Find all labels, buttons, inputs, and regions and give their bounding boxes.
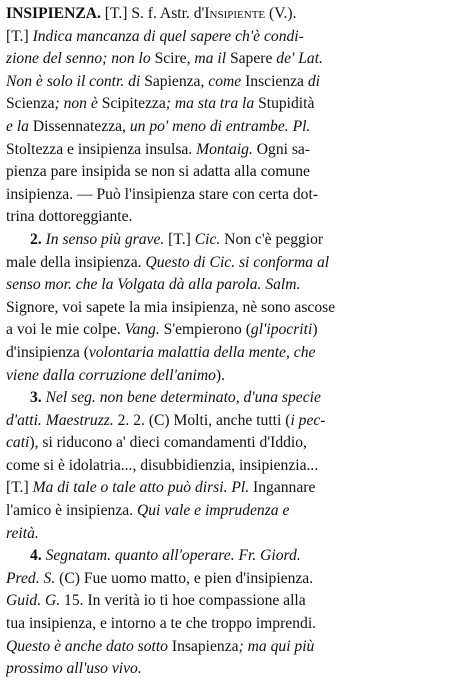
entry-text: Questo di Cic. si conforma al (145, 253, 330, 271)
entry-text: Ogni sa- (252, 140, 311, 158)
entry-text: Lat. (298, 50, 323, 68)
entry-text: Indica mancanza di quel sapere ch'è condi- (32, 27, 304, 45)
entry-text: come si è idolatria..., disubbidienzia, insipienzia... (6, 456, 319, 474)
entry-text: Cic. (194, 230, 221, 248)
entry-text: , un po' meno di entrambe. (122, 117, 293, 135)
entry-text: Signore, voi sapete la mia insipienza, nè sono ascose (6, 298, 336, 316)
entry-text: Pl. (292, 117, 311, 135)
entry-text: ; ma sta tra la (165, 95, 259, 113)
entry-text: d'insipienza ( (6, 343, 89, 361)
entry-text: prossimo all'uso vivo. (6, 660, 142, 678)
entry-text: Non c'è peggior (220, 230, 324, 248)
entry-line (6, 636, 467, 659)
entry-text: Scire (154, 50, 187, 68)
entry-text: Inscienza (245, 72, 304, 90)
entry-text: cati (6, 434, 30, 452)
entry-text: Qui vale e imprudenza e (136, 502, 290, 520)
entry-text: Non è solo il contr. di (6, 72, 145, 90)
entry-text: Stupidità (258, 95, 315, 113)
entry-text: Insapienza (171, 637, 239, 655)
entry-text: Montaig. (196, 140, 253, 158)
entry-line (6, 477, 467, 500)
entry-line (6, 161, 467, 184)
entry-line (6, 229, 467, 252)
entry-text: Nel seg. non bene determinato, d'una specie (45, 389, 321, 407)
entry-text: ; ma qui più (238, 637, 315, 655)
entry-text: Scipitezza (101, 95, 166, 113)
entry-text: Insipiente (204, 5, 266, 22)
entry-text: [T.] (6, 479, 33, 497)
entry-text: zione del senno; non lo (6, 50, 155, 68)
entry-text: INSIPIENZA. (6, 5, 101, 22)
entry-text: gl'ipocriti (250, 321, 313, 339)
entry-text: , come (200, 72, 246, 90)
entry-line (6, 184, 467, 207)
entry-line (6, 658, 467, 681)
entry-text: ). (215, 366, 226, 384)
entry-line (6, 523, 467, 546)
entry-line (6, 365, 467, 388)
entry-line (6, 206, 467, 229)
entry-line (6, 48, 467, 71)
entry-text: [T.] (6, 27, 33, 45)
entry-text: Guid. G. (6, 592, 61, 610)
entry-text: insipienza. — Può l'insipienza stare con certa dot- (6, 185, 318, 203)
entry-text: pienza pare insipida se non si adatta alla comune (6, 163, 310, 181)
entry-line (6, 252, 467, 275)
entry-text: ) (312, 321, 318, 339)
entry-line (6, 139, 467, 162)
entry-text: , ma il (186, 50, 230, 68)
entry-text: tua insipienza, e intorno a te che troppo imprendi. (6, 615, 317, 633)
entry-text: [T.] (164, 230, 195, 248)
entry-text: 3. (30, 389, 46, 407)
dictionary-entry-insipienza (6, 3, 467, 681)
entry-line (6, 93, 467, 116)
entry-text: e la (6, 117, 33, 135)
entry-line (6, 342, 467, 365)
entry-line (6, 590, 467, 613)
entry-text: de' (272, 50, 299, 68)
entry-line (6, 297, 467, 320)
entry-line (6, 116, 467, 139)
entry-line (6, 432, 467, 455)
entry-text: trina dottoreggiante. (6, 208, 133, 226)
entry-text: di (303, 72, 320, 90)
entry-text: a voi le mie colpe. (6, 321, 125, 339)
entry-text: d'atti. Maestruzz. (6, 411, 114, 429)
entry-text: viene dalla corruzione dell'animo (6, 366, 216, 384)
entry-line (6, 568, 467, 591)
entry-line (6, 71, 467, 94)
entry-text: 2. (30, 230, 46, 248)
entry-text: volontaria malattia della mente, che (88, 343, 316, 361)
entry-line (6, 3, 467, 26)
entry-text: [T.] S. f. Astr. d' (100, 5, 205, 22)
entry-text: Sapere (229, 50, 273, 68)
entry-text: Stoltezza e insipienza insulsa. (6, 140, 197, 158)
entry-line (6, 613, 467, 636)
entry-text: ; non è (54, 95, 102, 113)
entry-text: 2. 2. (C) Molti, anche tutti ( (113, 411, 291, 429)
entry-text: ), si riducono a' dieci comandamenti d'Iddio, (29, 434, 307, 452)
entry-text: (V.). (265, 5, 297, 22)
entry-line (6, 545, 467, 568)
entry-text: Sapienza (144, 72, 201, 90)
entry-text: Ingannare (249, 479, 316, 497)
entry-text: Scienza (6, 95, 55, 113)
entry-text: male della insipienza. (6, 253, 146, 271)
entry-text: i pec- (290, 411, 326, 429)
entry-line (6, 455, 467, 478)
entry-text: Vang. (124, 321, 160, 339)
entry-line (6, 274, 467, 297)
entry-text: In senso più grave. (45, 230, 165, 248)
entry-text: (C) Fue uomo matto, e pien d'insipienza. (55, 569, 314, 587)
entry-text: Segnatam. quanto all'operare. Fr. Giord. (45, 547, 301, 565)
entry-line (6, 500, 467, 523)
entry-text: reità. (6, 524, 39, 542)
entry-line (6, 319, 467, 342)
entry-text: Questo è anche dato sotto (6, 637, 172, 655)
entry-text: Ma di tale o tale atto può dirsi. Pl. (32, 479, 250, 497)
entry-text: l'amico è insipienza. (6, 502, 137, 520)
entry-text: 4. (30, 547, 46, 565)
entry-text: Pred. S. (6, 569, 56, 587)
entry-line (6, 387, 467, 410)
entry-text: senso mor. che la Volgata dà alla parola. Salm. (6, 276, 301, 294)
entry-line (6, 26, 467, 49)
entry-text: S'empierono ( (159, 321, 251, 339)
entry-text: 15. In verità io ti hoe compassione alla (60, 592, 306, 610)
entry-text: Dissennatezza (32, 117, 123, 135)
entry-line (6, 410, 467, 433)
